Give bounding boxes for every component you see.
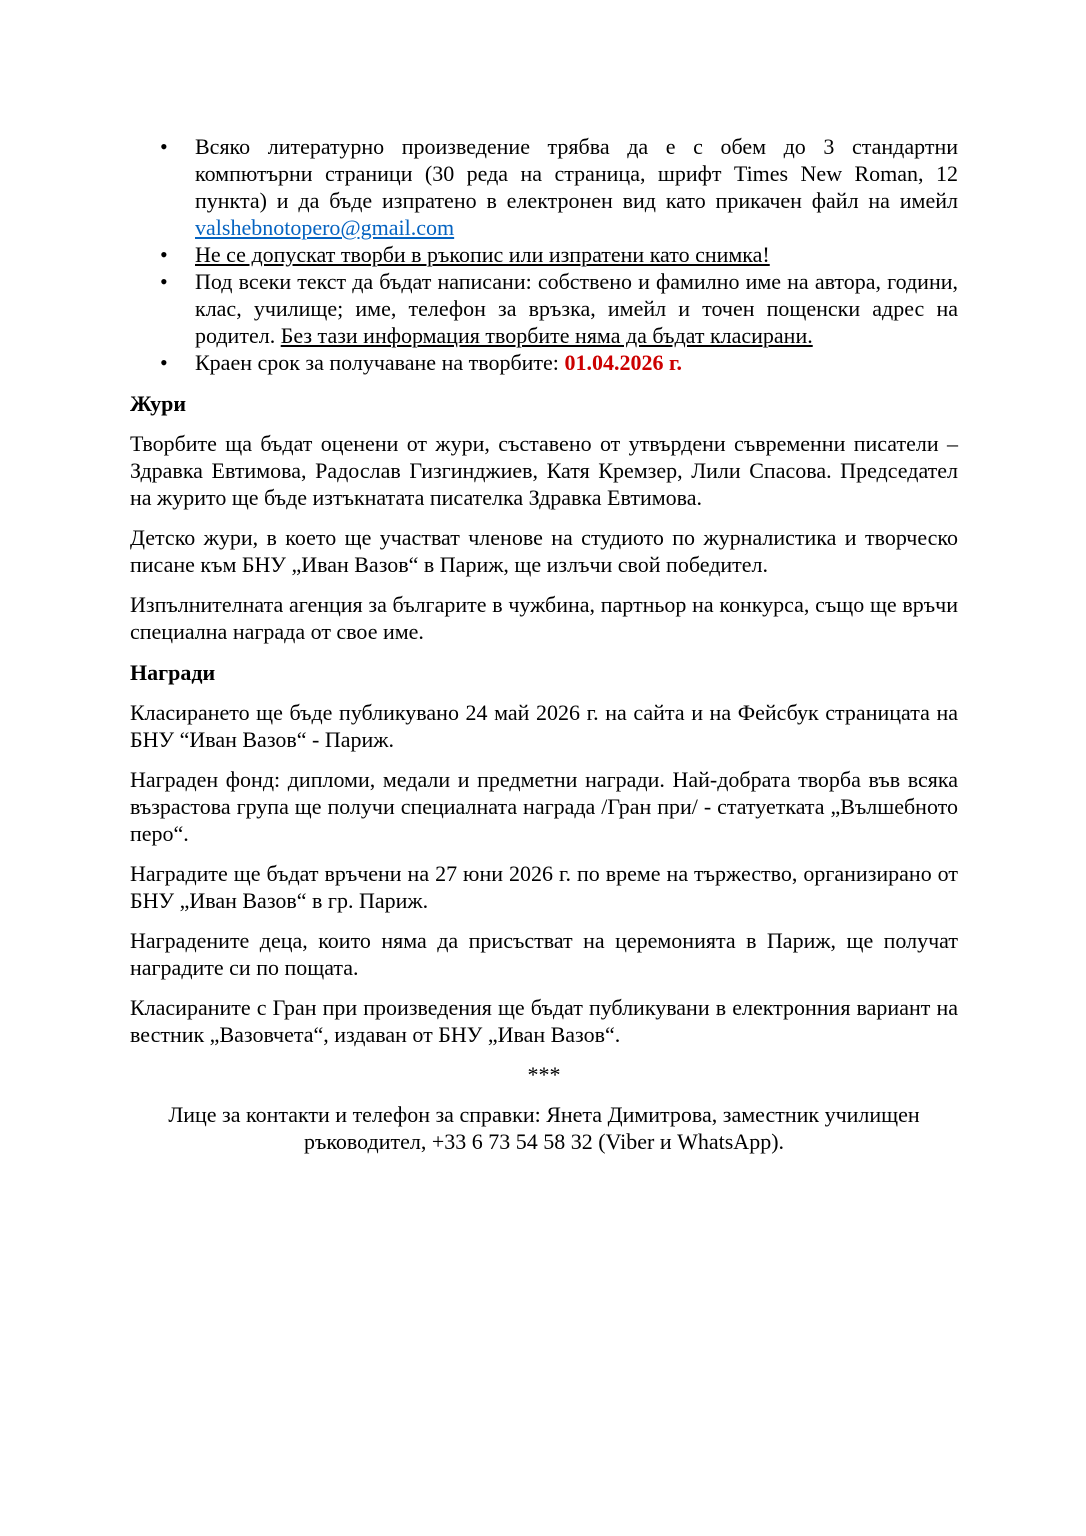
awards-paragraph-ranking: Класирането ще бъде публикувано 24 май 2026 г. на сайта и на Фейсбук страницата на БНУ “Иван Вазов“ - Париж. <box>130 700 958 752</box>
deadline-date: 01.04.2026 г. <box>564 350 682 375</box>
awards-heading: Награди <box>130 660 216 685</box>
bullet-text: Всяко литературно произведение трябва да е с обем до 3 стандартни компютърни страници (30 реда на страница, шрифт Times New Roman, 12 пункта) и да бъде изпратено в електронен вид като прикачен файл на имейл <box>195 134 958 213</box>
awards-paragraph-mail-delivery: Наградените деца, които няма да присъстват на церемонията в Париж, ще получат наградите си по пощата. <box>130 928 958 980</box>
bullet-text-underlined: Не се допускат творби в ръкопис или изпратени като снимка! <box>195 242 770 267</box>
bullet-item-no-handwriting <box>130 241 958 268</box>
bullet-icon: • <box>160 134 168 159</box>
jury-heading: Жури <box>130 391 186 416</box>
email-link[interactable]: valshebnotopero@gmail.com <box>195 215 455 240</box>
jury-paragraph-children-jury: Детско жури, в което ще участват членове на студиото по журналистика и творческо писане към БНУ „Иван Вазов“ в Париж, ще излъчи свой победител. <box>130 525 958 577</box>
bullet-text-underlined: Без тази информация творбите няма да бъдат класирани. <box>280 323 813 348</box>
section-separator: *** <box>527 1062 561 1087</box>
bullet-icon: • <box>160 350 168 375</box>
bullet-icon: • <box>160 269 168 294</box>
rules-bullet-list <box>130 133 958 376</box>
bullet-item-volume <box>130 133 958 241</box>
bullet-icon: • <box>160 242 168 267</box>
bullet-text: Под всеки текст да бъдат написани: собствено и фамилно име на автора, години, клас, училище; име, телефон за връзка, имейл и точен пощенски адрес на родител. <box>195 269 958 348</box>
awards-paragraph-ceremony: Наградите ще бъдат връчени на 27 юни 2026 г. по време на тържество, организирано от БНУ „Иван Вазов“ в гр. Париж. <box>130 861 958 913</box>
bullet-item-deadline <box>130 349 958 376</box>
contact-info: Лице за контакти и телефон за справки: Янета Димитрова, заместник училищен ръководител, +33 6 73 54 58 32 (Viber и WhatsApp). <box>168 1102 920 1154</box>
jury-paragraph-composition: Творбите ща бъдат оценени от жури, съставено от утвърдени съвременни писатели – Здравка Евтимова, Радослав Гизгинджиев, Катя Кремзер, Лили Спасова. Председател на журито ще бъде изтъкнатата писателка Здравка Евтимова. <box>130 431 958 510</box>
bullet-text: Краен срок за получаване на творбите: <box>195 350 559 375</box>
bullet-item-author-info <box>130 268 958 349</box>
awards-paragraph-publication: Класираните с Гран при произведения ще бъдат публикувани в електронния вариант на вестник „Вазовчета“, издаван от БНУ „Иван Вазов“. <box>130 995 958 1047</box>
awards-paragraph-prize-fund: Награден фонд: дипломи, медали и предметни награди. Най-добрата творба във всяка възрастова група ще получи специалната награда /Гран при/ - статуетката „Вълшебното перо“. <box>130 767 958 846</box>
jury-paragraph-agency: Изпълнителната агенция за българите в чужбина, партньор на конкурса, също ще връчи специална награда от свое име. <box>130 592 958 644</box>
